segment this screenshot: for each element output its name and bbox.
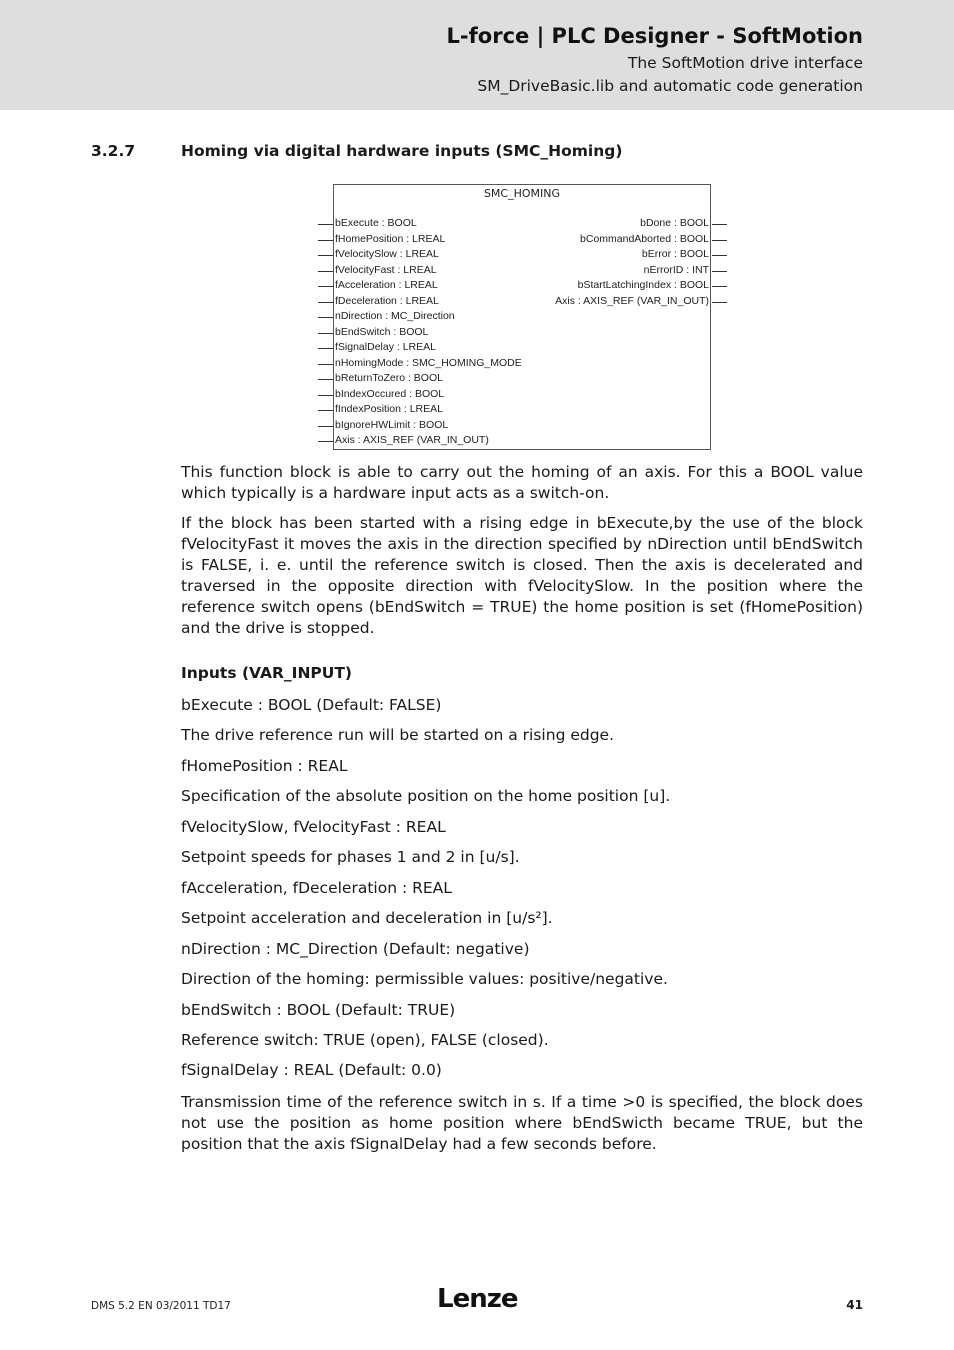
- input-item: fVelocitySlow, fVelocityFast : REAL: [181, 818, 446, 836]
- input-wire: [318, 302, 333, 303]
- fb-input-pin: fDeceleration : LREAL: [335, 295, 439, 307]
- section-title: Homing via digital hardware inputs (SMC_Homing): [181, 142, 623, 160]
- paragraph-signal-delay: Transmission time of the reference switch in s. If a time >0 is specified, the block does not use the position as home position where bEndSwicth became TRUE, but the position that the axis fSignalDelay had a few seconds before.: [181, 1093, 863, 1153]
- input-wire: [318, 224, 333, 225]
- input-item: The drive reference run will be started on a rising edge.: [181, 726, 615, 744]
- fb-input-pin: fVelocitySlow : LREAL: [335, 248, 439, 260]
- input-item: Direction of the homing: permissible values: positive/negative.: [181, 970, 668, 988]
- input-item: Setpoint speeds for phases 1 and 2 in [u/s].: [181, 848, 520, 866]
- input-item: nDirection : MC_Direction (Default: negative): [181, 940, 530, 958]
- input-item: fSignalDelay : REAL (Default: 0.0): [181, 1061, 442, 1079]
- input-wire: [318, 348, 333, 349]
- fb-input-pin: bReturnToZero : BOOL: [335, 372, 443, 384]
- fb-input-pin: fIndexPosition : LREAL: [335, 403, 443, 415]
- fb-input-pin: bEndSwitch : BOOL: [335, 326, 429, 338]
- output-wire: [712, 302, 727, 303]
- header-subtitle-1: The SoftMotion drive interface: [627, 54, 863, 72]
- output-wire: [712, 271, 727, 272]
- input-item: Setpoint acceleration and deceleration in [u/s²].: [181, 909, 553, 927]
- fb-input-pin: fHomePosition : LREAL: [335, 233, 446, 245]
- fb-input-pin: bExecute : BOOL: [335, 217, 417, 229]
- section-number: 3.2.7: [91, 142, 136, 160]
- input-wire: [318, 379, 333, 380]
- input-item: Specification of the absolute position on the home position [u].: [181, 787, 671, 805]
- input-wire: [318, 286, 333, 287]
- fb-output-pin: bError : BOOL: [641, 248, 709, 260]
- input-item: bExecute : BOOL (Default: FALSE): [181, 696, 442, 714]
- input-wire: [318, 410, 333, 411]
- header-title: L-force | PLC Designer - SoftMotion: [446, 24, 863, 48]
- input-wire: [318, 364, 333, 365]
- input-wire: [318, 255, 333, 256]
- input-wire: [318, 441, 333, 442]
- output-wire: [712, 240, 727, 241]
- fb-output-pin: bCommandAborted : BOOL: [580, 233, 709, 245]
- input-item: bEndSwitch : BOOL (Default: TRUE): [181, 1001, 456, 1019]
- output-wire: [712, 255, 727, 256]
- lenze-logo: Lenze: [437, 1284, 518, 1314]
- fb-input-pin: Axis : AXIS_REF (VAR_IN_OUT): [335, 434, 489, 446]
- input-wire: [318, 240, 333, 241]
- paragraph-intro: This function block is able to carry out the homing of an axis. For this a BOOL value which typically is a hardware input acts as a switch-on.: [181, 463, 863, 502]
- page-number: 41: [846, 1298, 863, 1312]
- inputs-heading: Inputs (VAR_INPUT): [181, 664, 353, 682]
- output-wire: [712, 286, 727, 287]
- fb-output-pin: bStartLatchingIndex : BOOL: [577, 279, 709, 291]
- input-item: fAcceleration, fDeceleration : REAL: [181, 879, 452, 897]
- header-subtitle-2: SM_DriveBasic.lib and automatic code generation: [477, 77, 863, 95]
- fb-input-pin: bIndexOccured : BOOL: [335, 388, 445, 400]
- input-wire: [318, 426, 333, 427]
- fb-output-pin: bDone : BOOL: [640, 217, 709, 229]
- fb-input-pin: nDirection : MC_Direction: [335, 310, 455, 322]
- fb-input-pin: bIgnoreHWLimit : BOOL: [335, 419, 449, 431]
- input-item: Reference switch: TRUE (open), FALSE (closed).: [181, 1031, 549, 1049]
- input-wire: [318, 333, 333, 334]
- function-block-name: SMC_HOMING: [483, 187, 561, 200]
- input-wire: [318, 317, 333, 318]
- output-wire: [712, 224, 727, 225]
- fb-output-pin: Axis : AXIS_REF (VAR_IN_OUT): [555, 295, 709, 307]
- fb-input-pin: fSignalDelay : LREAL: [335, 341, 436, 353]
- page-header: [0, 0, 954, 110]
- paragraph-description: If the block has been started with a rising edge in bExecute,by the use of the block fVelocityFast it moves the axis in the direction specified by nDirection until bEndSwitch is FALSE, i. e. until the reference switch is closed. Then the axis is decelerated and traversed in the opposite direction with fVelocitySlow. In the position where the reference switch opens (bEndSwitch = TRUE) the home position is set (fHomePosition) and the drive is stopped.: [181, 514, 863, 637]
- footer-doc-id: DMS 5.2 EN 03/2011 TD17: [91, 1300, 231, 1312]
- input-item: fHomePosition : REAL: [181, 757, 348, 775]
- input-wire: [318, 271, 333, 272]
- fb-input-pin: fVelocityFast : LREAL: [335, 264, 437, 276]
- fb-input-pin: fAcceleration : LREAL: [335, 279, 438, 291]
- fb-input-pin: nHomingMode : SMC_HOMING_MODE: [335, 357, 522, 369]
- input-wire: [318, 395, 333, 396]
- fb-output-pin: nErrorID : INT: [643, 264, 709, 276]
